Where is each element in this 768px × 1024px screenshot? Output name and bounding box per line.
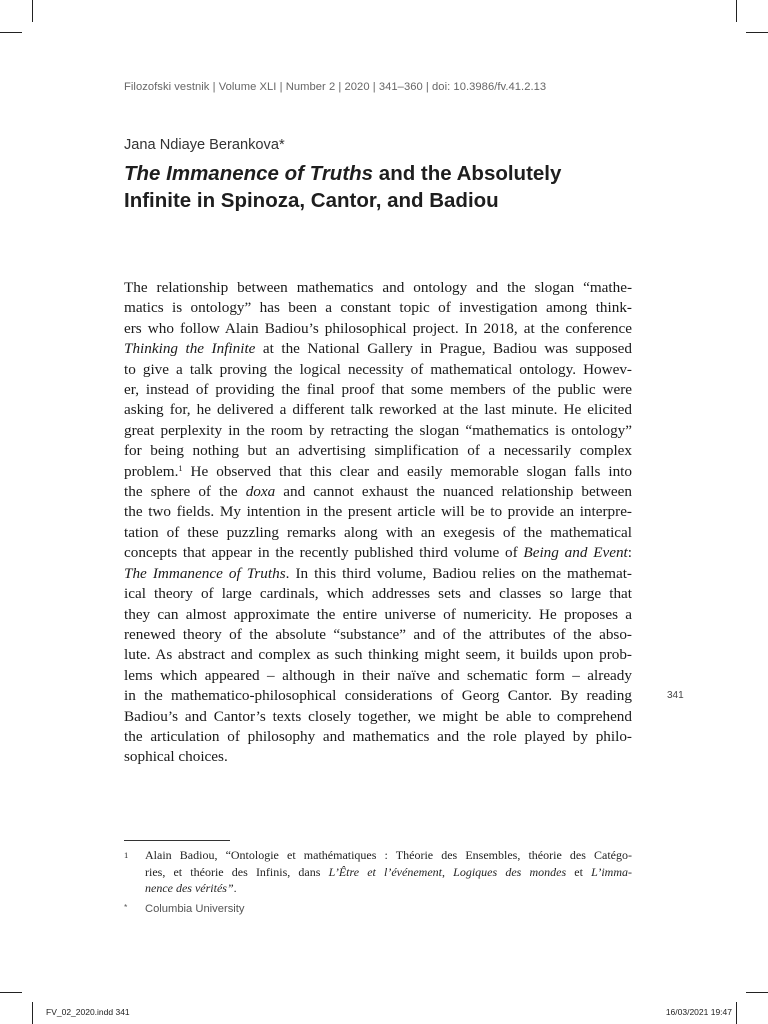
- text-run: Badiou’s and Cantor’s texts closely together, we might be able to comprehend: [124, 707, 632, 725]
- slug-timestamp: 16/03/2021 19:47: [665, 1007, 732, 1017]
- footnote-1-mark: 1: [124, 850, 129, 860]
- page-number: 341: [667, 690, 684, 701]
- text-run: they can almost approximate the entire universe of numericity. He proposes a: [124, 605, 632, 623]
- text-run: ries, et théorie des Infinis, dans: [145, 864, 329, 879]
- body-line: [124, 441, 632, 461]
- text-run: the sphere of the: [124, 483, 246, 501]
- body-line: [124, 523, 632, 543]
- body-line: [124, 564, 632, 584]
- italic-text: L’imma-: [591, 864, 633, 879]
- title-line-2: Infinite in Spinoza, Cantor, and Badiou: [124, 189, 499, 212]
- body-line: [124, 421, 632, 441]
- text-run: He observed that this clear and easily memorable slogan falls into: [182, 462, 632, 480]
- text-run: The relationship between mathematics and ontology and the slogan “mathe-: [124, 279, 632, 296]
- crop-mark: [32, 0, 33, 22]
- slug-file-info: FV_02_2020.indd 341: [46, 1007, 130, 1017]
- text-run: in the mathematico-philosophical considerations of Georg Cantor. By reading: [124, 687, 632, 705]
- text-run: Alain Badiou, “Ontologie et mathématiques : Théorie des Ensembles, théorie des Catégo-: [145, 848, 632, 862]
- body-line: [124, 278, 632, 298]
- body-line: [124, 360, 632, 380]
- body-line: [124, 319, 632, 339]
- body-line: [124, 605, 632, 625]
- text-run: great perplexity in the room by retracting the slogan “mathematics is ontology”: [124, 421, 632, 439]
- body-line: [124, 400, 632, 420]
- text-run: lute. As abstract and complex as such thinking might seem, it builds upon prob-: [124, 646, 632, 664]
- footnote-ref: 1: [178, 463, 183, 473]
- text-run: er, instead of providing the final proof that some members of the public were: [124, 381, 632, 399]
- author-name: Jana Ndiaye Berankova*: [124, 137, 285, 153]
- crop-mark: [0, 32, 22, 33]
- body-line: [124, 584, 632, 604]
- crop-mark: [746, 32, 768, 33]
- crop-mark: [0, 992, 22, 993]
- text-run: lems which appeared – although in their naïve and schematic form – already: [124, 666, 632, 684]
- text-run: at the National Gallery in Prague, Badiou was supposed: [255, 340, 632, 358]
- italic-text: Logiques des mondes: [453, 864, 567, 879]
- body-text: [124, 278, 632, 768]
- body-line: [124, 707, 632, 727]
- body-line: [124, 645, 632, 665]
- text-run: tation of these puzzling remarks along with an exegesis of the mathematical: [124, 523, 632, 541]
- text-run: sophical choices.: [124, 748, 228, 766]
- text-run: ,: [441, 864, 454, 879]
- text-run: problem.: [124, 462, 179, 480]
- body-line: [124, 339, 632, 359]
- title-rest: and the Absolutely: [373, 162, 562, 185]
- body-line: [124, 543, 632, 563]
- text-run: to give a talk proving the logical necessity of mathematical ontology. Howev-: [124, 360, 632, 378]
- footnote-1-text: [145, 847, 632, 897]
- journal-header: Filozofski vestnik | Volume XLI | Number 2 | 2020 | 341–360 | doi: 10.3986/fv.41.2.13: [124, 81, 547, 93]
- text-run: for being nothing but an advertising simplification of a necessarily complex: [124, 442, 632, 460]
- italic-text: Being and Event: [523, 544, 628, 562]
- italic-text: doxa: [245, 483, 276, 501]
- text-run: renewed theory of the absolute “substance” and of the attributes of the abso-: [124, 625, 632, 643]
- text-run: concepts that appear in the recently published third volume of: [124, 544, 524, 562]
- title-italic: The Immanence of Truths: [124, 162, 374, 185]
- text-run: . In this third volume, Badiou relies on the mathemat-: [285, 564, 632, 582]
- title-line-1: [124, 162, 561, 185]
- footnote-line: [145, 864, 632, 881]
- text-run: et: [566, 864, 592, 879]
- crop-mark: [746, 992, 768, 993]
- article-title: [124, 160, 561, 214]
- text-run: the articulation of philosophy and mathematics and the role played by philo-: [124, 727, 632, 745]
- text-run: ical theory of large cardinals, which addresses sets and classes so large that: [124, 585, 632, 603]
- crop-mark: [32, 1002, 33, 1024]
- body-line: [124, 686, 632, 706]
- text-run: asking for, he delivered a different talk reworked at the last minute. He elicited: [124, 401, 632, 419]
- body-line: [124, 298, 632, 318]
- footnote-rule: [124, 840, 230, 841]
- crop-mark: [736, 0, 737, 22]
- body-line: [124, 625, 632, 645]
- text-run: and cannot exhaust the nuanced relationship between: [275, 483, 632, 501]
- body-line: [124, 502, 632, 522]
- body-line: [124, 747, 632, 767]
- body-line: [124, 666, 632, 686]
- crop-mark: [736, 1002, 737, 1024]
- text-run: matics is ontology” has been a constant topic of investigation among think-: [124, 299, 632, 317]
- italic-text: The Immanence of Truths: [124, 564, 286, 582]
- body-line: [124, 380, 632, 400]
- footnote-2-text: Columbia University: [145, 903, 245, 915]
- italic-text: nence des vérités”: [145, 881, 234, 895]
- italic-text: L’Être et l’événement: [328, 864, 442, 879]
- body-line: [124, 727, 632, 747]
- footnote-line: [145, 847, 632, 864]
- footnote-2-mark: *: [124, 902, 128, 912]
- text-run: .: [233, 881, 237, 895]
- text-run: ers who follow Alain Badiou’s philosophical project. In 2018, at the conference: [124, 319, 632, 337]
- footnote-line: [145, 880, 632, 897]
- text-run: :: [627, 544, 632, 562]
- italic-text: Thinking the Infinite: [124, 340, 256, 358]
- body-line: [124, 462, 632, 482]
- body-line: [124, 482, 632, 502]
- text-run: the two fields. My intention in the present article will be to provide an interpre-: [124, 503, 632, 521]
